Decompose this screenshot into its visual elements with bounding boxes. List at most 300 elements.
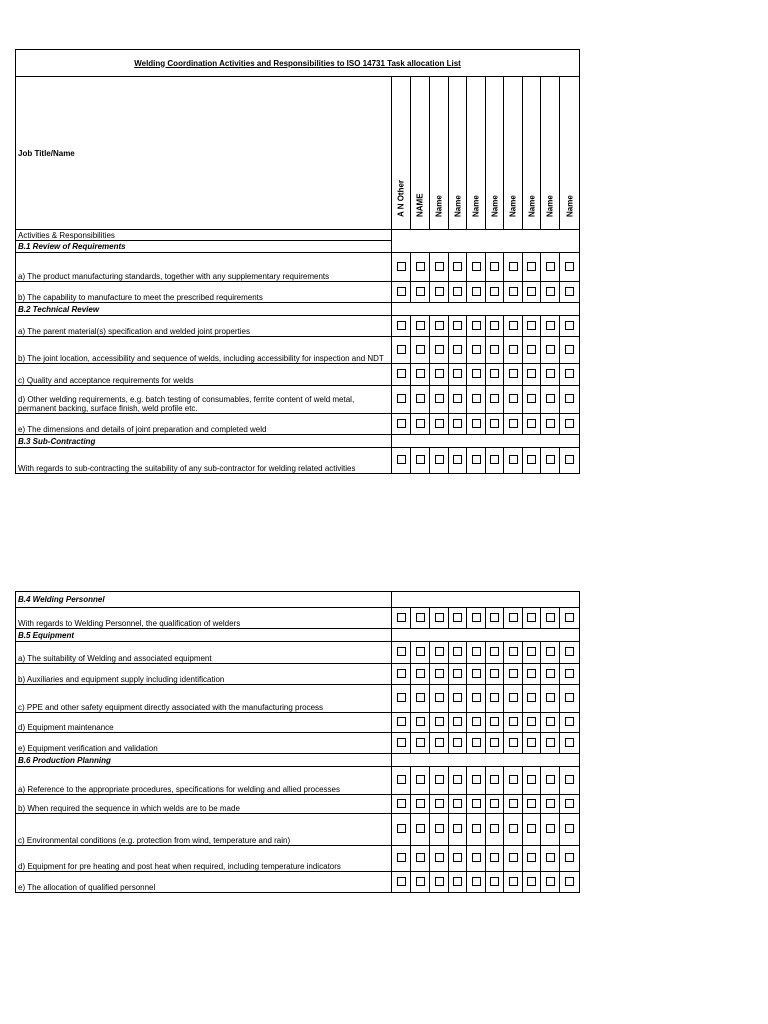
checkbox[interactable] <box>490 738 499 747</box>
checkbox[interactable] <box>435 369 444 378</box>
checkbox[interactable] <box>472 262 481 271</box>
assignment-cell <box>560 448 580 474</box>
checkbox[interactable] <box>472 824 481 833</box>
assignment-cell <box>541 713 560 733</box>
checkbox[interactable] <box>490 262 499 271</box>
checkbox[interactable] <box>435 738 444 747</box>
checkbox[interactable] <box>509 775 518 784</box>
assignment-cell <box>392 846 411 872</box>
checkbox[interactable] <box>397 799 406 808</box>
checkbox[interactable] <box>509 419 518 428</box>
assignment-cell <box>430 414 449 435</box>
assignment-cell <box>486 448 504 474</box>
checkbox[interactable] <box>416 613 425 622</box>
checkbox[interactable] <box>546 345 555 354</box>
checkbox[interactable] <box>509 877 518 886</box>
checkbox[interactable] <box>565 419 574 428</box>
checkbox[interactable] <box>472 419 481 428</box>
checkbox[interactable] <box>435 647 444 656</box>
checkbox[interactable] <box>565 738 574 747</box>
activity-label: a) The parent material(s) specification and welded joint properties <box>16 316 392 337</box>
checkbox[interactable] <box>472 775 481 784</box>
checkbox[interactable] <box>397 262 406 271</box>
checkbox[interactable] <box>565 394 574 403</box>
checkbox[interactable] <box>435 775 444 784</box>
checkbox[interactable] <box>509 693 518 702</box>
assignment-cell <box>467 795 486 814</box>
checkbox[interactable] <box>435 419 444 428</box>
checkbox[interactable] <box>472 321 481 330</box>
assignment-cell <box>467 364 486 386</box>
assignment-cell <box>523 685 541 713</box>
assignment-cell <box>449 316 467 337</box>
checkbox[interactable] <box>453 799 462 808</box>
activity-label: c) PPE and other safety equipment directly associated with the manufacturing process <box>16 685 392 713</box>
activity-row <box>16 685 580 713</box>
checkbox[interactable] <box>509 853 518 862</box>
assignment-cell <box>449 282 467 303</box>
checkbox[interactable] <box>416 394 425 403</box>
assignment-cell <box>411 767 430 795</box>
checkbox[interactable] <box>435 853 444 862</box>
assignment-cell <box>392 795 411 814</box>
checkbox[interactable] <box>453 394 462 403</box>
checkbox[interactable] <box>509 455 518 464</box>
checkbox[interactable] <box>435 321 444 330</box>
checkbox[interactable] <box>453 669 462 678</box>
checkbox[interactable] <box>416 775 425 784</box>
assignment-cell <box>467 253 486 282</box>
checkbox[interactable] <box>565 345 574 354</box>
checkbox[interactable] <box>435 455 444 464</box>
checkbox[interactable] <box>509 799 518 808</box>
checkbox[interactable] <box>453 419 462 428</box>
assignment-cell <box>392 608 411 629</box>
assignment-cell <box>523 814 541 846</box>
column-header-label: Name <box>434 195 444 217</box>
assignment-cell <box>504 316 523 337</box>
section-row <box>16 754 580 767</box>
assignment-cell <box>486 642 504 664</box>
assignment-cell <box>411 253 430 282</box>
assignment-cell <box>504 767 523 795</box>
checkbox[interactable] <box>565 775 574 784</box>
checkbox[interactable] <box>472 693 481 702</box>
checkbox[interactable] <box>546 775 555 784</box>
checkbox[interactable] <box>565 647 574 656</box>
checkbox[interactable] <box>546 369 555 378</box>
assignment-cell <box>560 414 580 435</box>
checkbox[interactable] <box>435 824 444 833</box>
checkbox[interactable] <box>416 369 425 378</box>
checkbox[interactable] <box>490 394 499 403</box>
section-heading: B.6 Production Planning <box>16 754 392 767</box>
checkbox[interactable] <box>397 877 406 886</box>
checkbox[interactable] <box>453 693 462 702</box>
task-allocation-table-1 <box>15 49 580 474</box>
assignment-cell <box>449 642 467 664</box>
checkbox[interactable] <box>509 369 518 378</box>
checkbox[interactable] <box>416 262 425 271</box>
assignment-cell <box>430 364 449 386</box>
checkbox[interactable] <box>565 669 574 678</box>
checkbox[interactable] <box>527 799 536 808</box>
assignment-cell <box>523 713 541 733</box>
checkbox[interactable] <box>453 853 462 862</box>
activity-label: a) Reference to the appropriate procedures, specifications for welding and allied processes <box>16 767 392 795</box>
checkbox[interactable] <box>435 287 444 296</box>
checkbox[interactable] <box>527 647 536 656</box>
checkbox[interactable] <box>546 419 555 428</box>
checkbox[interactable] <box>416 738 425 747</box>
assignment-cell <box>486 337 504 364</box>
checkbox[interactable] <box>472 455 481 464</box>
checkbox[interactable] <box>527 394 536 403</box>
activity-label: b) Auxiliaries and equipment supply including identification <box>16 664 392 685</box>
checkbox[interactable] <box>416 647 425 656</box>
checkbox[interactable] <box>453 262 462 271</box>
checkbox[interactable] <box>397 669 406 678</box>
checkbox[interactable] <box>472 738 481 747</box>
activity-row <box>16 386 580 414</box>
checkbox[interactable] <box>416 693 425 702</box>
checkbox[interactable] <box>509 647 518 656</box>
checkbox[interactable] <box>416 877 425 886</box>
checkbox[interactable] <box>435 345 444 354</box>
activity-row <box>16 282 580 303</box>
checkbox[interactable] <box>546 877 555 886</box>
section-row <box>16 592 580 608</box>
checkbox[interactable] <box>509 287 518 296</box>
checkbox[interactable] <box>490 669 499 678</box>
section-heading: B.2 Technical Review <box>16 303 392 316</box>
assignment-cell <box>449 814 467 846</box>
checkbox[interactable] <box>565 321 574 330</box>
checkbox[interactable] <box>472 394 481 403</box>
checkbox[interactable] <box>565 824 574 833</box>
activity-row <box>16 814 580 846</box>
checkbox[interactable] <box>453 738 462 747</box>
checkbox[interactable] <box>416 345 425 354</box>
checkbox[interactable] <box>509 613 518 622</box>
assignment-cell <box>449 685 467 713</box>
checkbox[interactable] <box>565 693 574 702</box>
assignment-cell <box>430 316 449 337</box>
checkbox[interactable] <box>527 369 536 378</box>
activity-row <box>16 872 580 893</box>
assignment-cell <box>430 767 449 795</box>
checkbox[interactable] <box>397 775 406 784</box>
checkbox[interactable] <box>453 321 462 330</box>
checkbox[interactable] <box>546 738 555 747</box>
checkbox[interactable] <box>527 419 536 428</box>
checkbox[interactable] <box>527 738 536 747</box>
checkbox[interactable] <box>490 345 499 354</box>
assignment-cell <box>504 386 523 414</box>
checkbox[interactable] <box>546 262 555 271</box>
checkbox[interactable] <box>453 877 462 886</box>
checkbox[interactable] <box>397 693 406 702</box>
assignment-cell <box>560 282 580 303</box>
assignment-cell <box>486 414 504 435</box>
assignment-cell <box>486 386 504 414</box>
assignment-cell <box>486 608 504 629</box>
checkbox[interactable] <box>509 321 518 330</box>
checkbox[interactable] <box>546 717 555 726</box>
checkbox[interactable] <box>453 824 462 833</box>
checkbox[interactable] <box>546 287 555 296</box>
assignment-cell <box>560 795 580 814</box>
checkbox[interactable] <box>397 717 406 726</box>
assignment-cell <box>541 814 560 846</box>
checkbox[interactable] <box>472 647 481 656</box>
checkbox[interactable] <box>546 613 555 622</box>
checkbox[interactable] <box>565 613 574 622</box>
checkbox[interactable] <box>565 455 574 464</box>
checkbox[interactable] <box>472 369 481 378</box>
checkbox[interactable] <box>565 853 574 862</box>
assignment-cell <box>430 608 449 629</box>
activity-row <box>16 664 580 685</box>
checkbox[interactable] <box>546 321 555 330</box>
assignment-cell <box>486 364 504 386</box>
checkbox[interactable] <box>527 287 536 296</box>
checkbox[interactable] <box>453 613 462 622</box>
checkbox[interactable] <box>397 419 406 428</box>
checkbox[interactable] <box>397 369 406 378</box>
checkbox[interactable] <box>546 853 555 862</box>
checkbox[interactable] <box>397 853 406 862</box>
assignment-cell <box>467 872 486 893</box>
checkbox[interactable] <box>472 345 481 354</box>
checkbox[interactable] <box>546 669 555 678</box>
checkbox[interactable] <box>490 853 499 862</box>
activity-label: d) Equipment maintenance <box>16 713 392 733</box>
checkbox[interactable] <box>565 799 574 808</box>
checkbox[interactable] <box>546 394 555 403</box>
checkbox[interactable] <box>435 799 444 808</box>
assignment-cell <box>467 337 486 364</box>
assignment-cell <box>523 767 541 795</box>
checkbox[interactable] <box>397 321 406 330</box>
checkbox[interactable] <box>453 369 462 378</box>
checkbox[interactable] <box>565 287 574 296</box>
assignment-cell <box>449 795 467 814</box>
assignment-cell <box>560 664 580 685</box>
assignment-cell <box>486 282 504 303</box>
checkbox[interactable] <box>527 613 536 622</box>
checkbox[interactable] <box>509 669 518 678</box>
assignment-cell <box>430 795 449 814</box>
checkbox[interactable] <box>453 775 462 784</box>
checkbox[interactable] <box>527 321 536 330</box>
checkbox[interactable] <box>527 669 536 678</box>
checkbox[interactable] <box>453 287 462 296</box>
assignment-cell <box>486 814 504 846</box>
checkbox[interactable] <box>472 853 481 862</box>
checkbox[interactable] <box>472 669 481 678</box>
assignment-cell <box>504 814 523 846</box>
checkbox[interactable] <box>490 693 499 702</box>
activity-row <box>16 795 580 814</box>
section-filler <box>392 754 580 767</box>
assignment-cell <box>411 364 430 386</box>
document-title: Welding Coordination Activities and Responsibilities to ISO 14731 Task allocation List <box>16 50 580 77</box>
checkbox[interactable] <box>490 455 499 464</box>
assignment-cell <box>486 733 504 754</box>
checkbox[interactable] <box>509 262 518 271</box>
checkbox[interactable] <box>416 799 425 808</box>
checkbox[interactable] <box>565 369 574 378</box>
checkbox[interactable] <box>527 262 536 271</box>
checkbox[interactable] <box>490 419 499 428</box>
checkbox[interactable] <box>453 717 462 726</box>
checkbox[interactable] <box>397 647 406 656</box>
assignment-cell <box>560 846 580 872</box>
activity-row <box>16 253 580 282</box>
assignment-cell <box>467 814 486 846</box>
assignment-cell <box>392 733 411 754</box>
task-allocation-table-2 <box>15 591 580 893</box>
checkbox[interactable] <box>397 738 406 747</box>
checkbox[interactable] <box>490 321 499 330</box>
assignment-cell <box>392 364 411 386</box>
checkbox[interactable] <box>453 345 462 354</box>
checkbox[interactable] <box>527 824 536 833</box>
checkbox[interactable] <box>397 613 406 622</box>
checkbox[interactable] <box>397 394 406 403</box>
assignment-cell <box>411 386 430 414</box>
assignment-cell <box>541 316 560 337</box>
checkbox[interactable] <box>416 853 425 862</box>
activity-label: c) Quality and acceptance requirements for welds <box>16 364 392 386</box>
checkbox[interactable] <box>546 693 555 702</box>
checkbox[interactable] <box>490 613 499 622</box>
assignment-cell <box>523 337 541 364</box>
checkbox[interactable] <box>416 669 425 678</box>
checkbox[interactable] <box>490 877 499 886</box>
assignment-cell <box>523 664 541 685</box>
checkbox[interactable] <box>435 669 444 678</box>
checkbox[interactable] <box>490 647 499 656</box>
checkbox[interactable] <box>397 345 406 354</box>
checkbox[interactable] <box>527 775 536 784</box>
assignment-cell <box>449 713 467 733</box>
checkbox[interactable] <box>509 345 518 354</box>
assignment-cell <box>541 253 560 282</box>
column-header-label: Name <box>471 195 481 217</box>
checkbox[interactable] <box>397 824 406 833</box>
checkbox[interactable] <box>435 693 444 702</box>
checkbox[interactable] <box>527 345 536 354</box>
checkbox[interactable] <box>490 369 499 378</box>
checkbox[interactable] <box>472 877 481 886</box>
activity-label: d) Other welding requirements, e.g. batch testing of consumables, ferrite content of weld metal, permanent backing, surface finish, weld profile etc. <box>16 386 392 414</box>
activity-row <box>16 733 580 754</box>
checkbox[interactable] <box>509 824 518 833</box>
assignment-cell <box>411 282 430 303</box>
checkbox[interactable] <box>509 738 518 747</box>
assignment-cell <box>541 448 560 474</box>
checkbox[interactable] <box>509 717 518 726</box>
assignment-cell <box>430 733 449 754</box>
checkbox[interactable] <box>490 717 499 726</box>
column-header-name <box>486 77 504 230</box>
checkbox[interactable] <box>472 613 481 622</box>
activity-row <box>16 337 580 364</box>
checkbox[interactable] <box>435 262 444 271</box>
assignment-cell <box>486 664 504 685</box>
checkbox[interactable] <box>527 455 536 464</box>
checkbox[interactable] <box>435 613 444 622</box>
checkbox[interactable] <box>490 775 499 784</box>
checkbox[interactable] <box>490 287 499 296</box>
assignment-cell <box>467 733 486 754</box>
checkbox[interactable] <box>565 717 574 726</box>
checkbox[interactable] <box>527 877 536 886</box>
checkbox[interactable] <box>416 321 425 330</box>
checkbox[interactable] <box>472 287 481 296</box>
checkbox[interactable] <box>416 455 425 464</box>
assignment-cell <box>541 414 560 435</box>
section-heading: B.1 Review of Requirements <box>16 241 392 253</box>
checkbox[interactable] <box>546 647 555 656</box>
assignment-cell <box>411 795 430 814</box>
checkbox[interactable] <box>546 824 555 833</box>
checkbox[interactable] <box>527 693 536 702</box>
checkbox[interactable] <box>472 717 481 726</box>
checkbox[interactable] <box>565 262 574 271</box>
checkbox[interactable] <box>453 455 462 464</box>
checkbox[interactable] <box>453 647 462 656</box>
column-header-label: Name <box>545 195 555 217</box>
checkbox[interactable] <box>509 394 518 403</box>
assignment-cell <box>467 608 486 629</box>
column-header-label: Name <box>527 195 536 217</box>
checkbox[interactable] <box>416 824 425 833</box>
checkbox[interactable] <box>527 717 536 726</box>
assignment-cell <box>449 448 467 474</box>
assignment-cell <box>467 386 486 414</box>
checkbox[interactable] <box>546 455 555 464</box>
activity-label: e) The dimensions and details of joint preparation and completed weld <box>16 414 392 435</box>
assignment-cell <box>504 642 523 664</box>
checkbox[interactable] <box>546 799 555 808</box>
assignment-cell <box>411 713 430 733</box>
checkbox[interactable] <box>565 877 574 886</box>
checkbox[interactable] <box>435 877 444 886</box>
checkbox[interactable] <box>490 824 499 833</box>
assignment-cell <box>486 685 504 713</box>
assignment-cell <box>449 414 467 435</box>
checkbox[interactable] <box>416 287 425 296</box>
assignment-cell <box>560 733 580 754</box>
checkbox[interactable] <box>416 419 425 428</box>
checkbox[interactable] <box>416 717 425 726</box>
assignment-cell <box>449 664 467 685</box>
checkbox[interactable] <box>527 853 536 862</box>
checkbox[interactable] <box>397 287 406 296</box>
activity-row <box>16 713 580 733</box>
checkbox[interactable] <box>435 394 444 403</box>
assignment-cell <box>467 767 486 795</box>
section-heading: B.3 Sub-Contracting <box>16 435 392 448</box>
checkbox[interactable] <box>397 455 406 464</box>
checkbox[interactable] <box>472 799 481 808</box>
checkbox[interactable] <box>435 717 444 726</box>
assignment-cell <box>504 364 523 386</box>
checkbox[interactable] <box>490 799 499 808</box>
